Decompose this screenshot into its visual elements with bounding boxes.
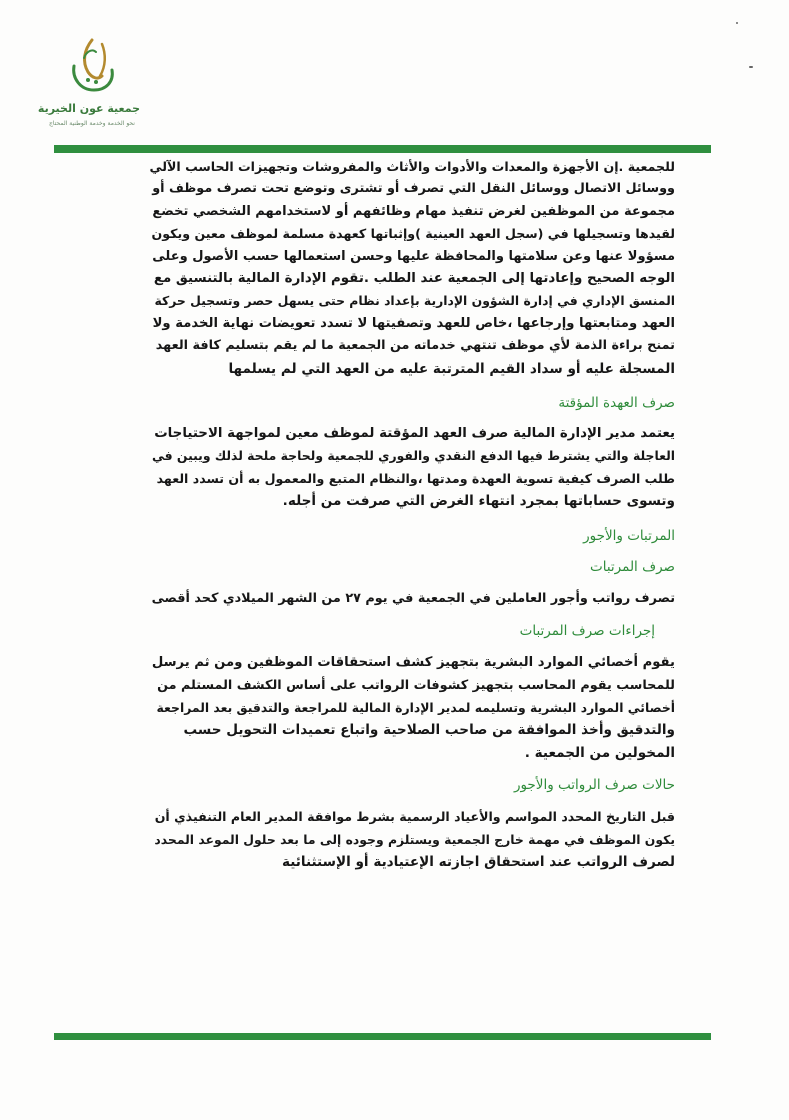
logo-organization-name: جمعية عون الخيرية bbox=[37, 102, 140, 115]
section-heading-temporary-custody: صرف العهدة المؤقتة bbox=[558, 395, 675, 412]
text-line: أخصائي الموارد البشرية وتسليمه لمدير الإدارة المالية للمراجعة والتدقيق بعد المراجعة bbox=[156, 699, 675, 715]
text-line: المسجلة عليه أو سداد القيم المترتبة عليه من العهد التي لم يسلمها bbox=[228, 360, 675, 377]
section-heading-salary-payment-cases: حالات صرف الرواتب والأجور bbox=[513, 777, 675, 794]
text-line: العهد ومتابعتها وإرجاعها ،خاص للعهد وتصفيتها لا تسدد تعويضات نهاية الخدمة ولا bbox=[152, 315, 675, 331]
text-line: تمنح براءة الذمة لأي موظف تنتهي خدماته من الجمعية ما لم يقم بتسليم كافة العهد bbox=[155, 338, 675, 354]
header-green-rule bbox=[54, 145, 711, 153]
text-line: طلب الصرف كيفية تسوية العهدة ومدتها ،والنظام المتبع والمعمول به أن تسدد العهد bbox=[156, 470, 675, 486]
text-line: مجموعة من الموظفين لغرض تنفيذ مهام وظائفهم أو لاستخدامهم الشخصي تخضع bbox=[152, 203, 675, 219]
salary-procedures-paragraph bbox=[150, 652, 675, 764]
text-line: المنسق الإداري في إدارة الشؤون الإدارية بإعداد نظام حتى يسهل حصر وتسجيل حركة bbox=[154, 293, 675, 309]
text-line: ووسائل الاتصال ووسائل النقل التي تصرف أو تشترى وتوضع تحت تصرف موظف أو bbox=[152, 181, 675, 197]
text-line: الوجه الصحيح وإعادتها إلى الجمعية عند الطلب .تقوم الإدارة المالية بالتنسيق مع bbox=[153, 271, 675, 287]
text-line: للمحاسب يقوم المحاسب بتجهيز كشوفات الرواتب على أساس الكشف المستلم من bbox=[157, 677, 675, 693]
logo-tagline: نحو الخدمة وخدمة الوطنية المحتاج bbox=[49, 120, 135, 127]
text-line: تصرف رواتب وأجور العاملين في الجمعية في يوم ٢٧ من الشهر الميلادي كحد أقصى bbox=[151, 590, 675, 606]
organization-logo bbox=[37, 36, 140, 140]
document-body bbox=[150, 156, 675, 873]
text-line: يقوم أخصائي الموارد البشرية بتجهيز كشف استحقاقات الموظفين ومن ثم يرسل bbox=[151, 655, 675, 671]
text-line: للجمعية .إن الأجهزة والمعدات والأدوات والأثاث والمفروشات وتجهيزات الحاسب الآلي bbox=[149, 159, 675, 174]
section-heading-salary-procedures: إجراءات صرف المرتبات bbox=[519, 623, 655, 640]
text-line: لقيدها وتسجيلها في (سجل العهد العينية )وإثباتها كعهدة مسلمة لموظف معين ويكون bbox=[151, 226, 675, 242]
text-line: مسؤولا عنها وعن سلامتها والمحافظة عليها وحسن استعمالها حسب الأصول وعلى bbox=[152, 248, 675, 264]
salary-payment-paragraph bbox=[150, 588, 675, 610]
scan-speck bbox=[749, 66, 753, 68]
text-line: وتسوى حساباتها بمجرد انتهاء الغرض التي صرفت من أجله. bbox=[282, 493, 675, 510]
salary-cases-paragraph bbox=[150, 806, 675, 873]
text-line: يعتمد مدير الإدارة المالية صرف العهد المؤقتة لموظف معين لمواجهة الاحتياجات bbox=[154, 426, 675, 442]
section-heading-salary-payment: صرف المرتبات bbox=[590, 558, 675, 575]
text-line: لصرف الرواتب عند استحقاق اجازته الإعتيادية أو الإستثنائية bbox=[281, 853, 675, 870]
text-line: قبل التاريخ المحدد المواسم والأعياد الرسمية بشرط موافقة المدير العام التنفيذي أن bbox=[154, 809, 675, 825]
scan-speck bbox=[736, 22, 738, 24]
footer-green-rule bbox=[54, 1033, 711, 1040]
section-heading-salaries-and-wages: المرتبات والأجور bbox=[583, 527, 675, 544]
text-line: والتدقيق وأخذ الموافقة من صاحب الصلاحية واتباع تعميدات التحويل حسب bbox=[183, 722, 675, 739]
custody-items-paragraph bbox=[150, 156, 675, 380]
temporary-custody-paragraph bbox=[150, 423, 675, 513]
text-line: يكون الموظف في مهمة خارج الجمعية ويستلزم وجوده إلى ما بعد حلول الموعد المحدد bbox=[154, 831, 675, 847]
text-line: المخولين من الجمعية . bbox=[524, 744, 675, 761]
text-line: العاجلة والتي يشترط فيها الدفع النقدي والفوري للجمعية ولحاجة ملحة لذلك ويبين في bbox=[151, 448, 675, 464]
calligraphy-emblem-icon bbox=[62, 36, 122, 98]
